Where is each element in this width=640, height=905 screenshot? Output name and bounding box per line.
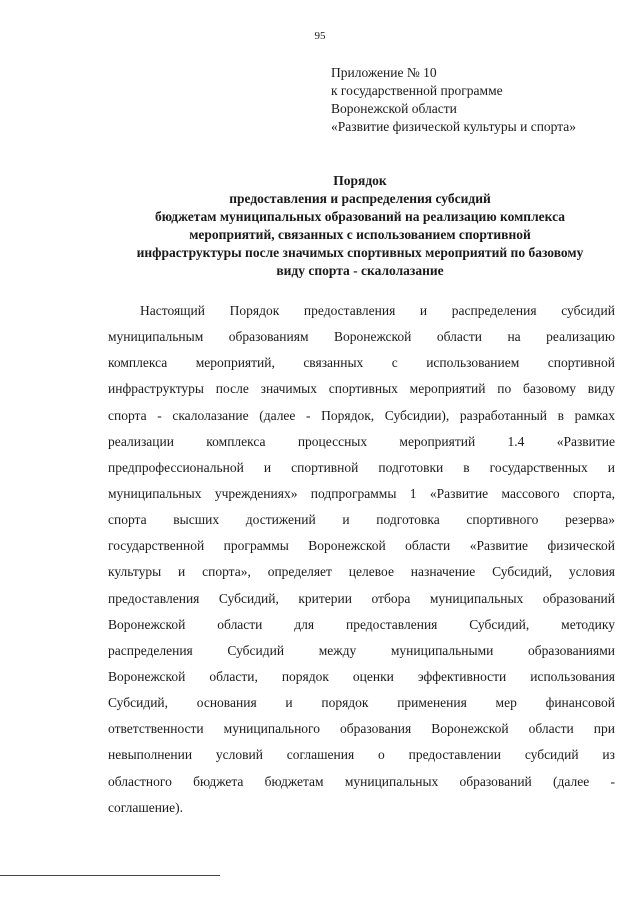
footnote-divider <box>0 875 220 876</box>
body-line: культуры и спорта», определяет целевое назначение Субсидий, условия <box>108 564 615 580</box>
body-paragraph <box>108 298 615 821</box>
body-line: спорта высших достижений и подготовка спортивного резерва» <box>108 512 615 528</box>
title-line: предоставления и распределения субсидий <box>229 191 491 206</box>
body-line: невыполнении условий соглашения о предоставлении субсидий из <box>108 747 615 763</box>
body-line: предоставления Субсидий, критерии отбора муниципальных образований <box>108 590 615 606</box>
body-line: Воронежской области для предоставления Субсидий, методику <box>108 616 615 632</box>
page-number: 95 <box>314 30 326 42</box>
appendix-line: к государственной программе <box>331 83 503 98</box>
body-line: спорта - скалолазание (далее - Порядок, Субсидии), разработанный в рамках <box>108 407 615 423</box>
title-line: инфраструктуры после значимых спортивных мероприятий по базовому <box>136 245 584 260</box>
document-title <box>100 172 620 280</box>
body-line: муниципальных учреждениях» подпрограммы 1 «Развитие массового спорта, <box>108 485 615 501</box>
title-line: виду спорта - скалолазание <box>276 263 444 278</box>
title-line: Порядок <box>333 173 387 188</box>
body-line: распределения Субсидий между муниципальными образованиями <box>108 642 615 658</box>
body-line: муниципальным образованиям Воронежской области на реализацию <box>108 329 615 345</box>
body-line: соглашение). <box>108 799 184 815</box>
body-line: областного бюджета бюджетам муниципальных образований (далее - <box>108 773 615 789</box>
body-line: Настоящий Порядок предоставления и распределения субсидий <box>140 303 615 318</box>
body-line: Субсидий, основания и порядок применения мер финансовой <box>108 695 615 711</box>
body-line: реализации комплекса процессных мероприятий 1.4 «Развитие <box>108 433 615 449</box>
body-line: комплекса мероприятий, связанных с использованием спортивной <box>108 355 615 371</box>
body-line: ответственности муниципального образования Воронежской области при <box>108 721 615 737</box>
body-line: инфраструктуры после значимых спортивных мероприятий по базовому виду <box>108 381 615 397</box>
body-line: предпрофессиональной и спортивной подготовки в государственных и <box>108 459 615 475</box>
appendix-header <box>331 64 631 136</box>
appendix-line: Приложение № 10 <box>331 65 437 80</box>
body-line: государственной программы Воронежской области «Развитие физической <box>108 538 615 554</box>
appendix-line: Воронежской области <box>331 101 457 116</box>
appendix-line: «Развитие физической культуры и спорта» <box>331 119 577 134</box>
title-line: бюджетам муниципальных образований на реализацию комплекса <box>154 209 565 224</box>
body-line: Воронежской области, порядок оценки эффективности использования <box>108 668 615 684</box>
title-line: мероприятий, связанных с использованием спортивной <box>189 227 531 242</box>
